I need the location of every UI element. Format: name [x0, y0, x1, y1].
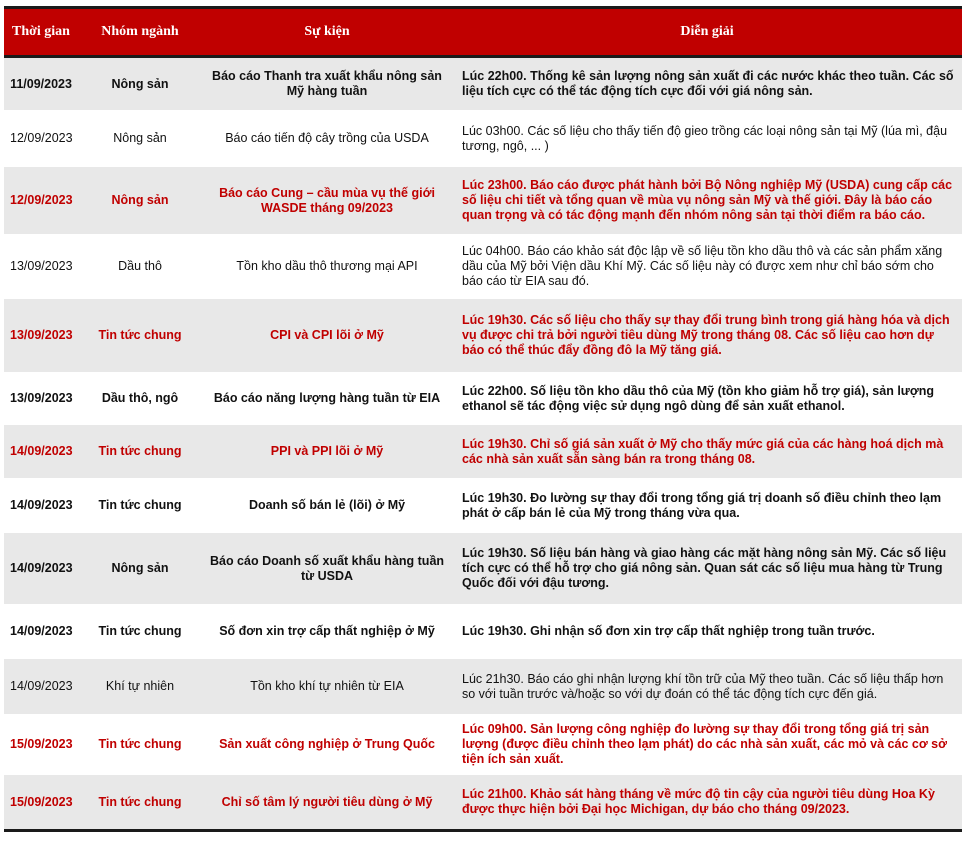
- cell-description: Lúc 19h30. Chỉ số giá sản xuất ở Mỹ cho thấy mức giá của các hàng hoá dịch mà các nhà sản xuất sẵn sàng bán ra trong tháng 08.: [452, 425, 962, 479]
- cell-date: 15/09/2023: [4, 715, 78, 775]
- cell-event: Báo cáo Cung – cầu mùa vụ thế giới WASDE tháng 09/2023: [202, 167, 452, 235]
- cell-description: Lúc 19h30. Ghi nhận số đơn xin trợ cấp thất nghiệp trong tuần trước.: [452, 605, 962, 659]
- table-row: [4, 533, 962, 605]
- cell-event: Báo cáo tiến độ cây trồng của USDA: [202, 111, 452, 167]
- cell-description: Lúc 04h00. Báo cáo khảo sát độc lập về số liệu tồn kho dầu thô và các sản phẩm xăng dầu của Mỹ bởi Viện dầu Khí Mỹ. Các số liệu này có được xem như chỉ báo sớm cho báo cáo từ EIA sau đó.: [452, 235, 962, 299]
- event-table: [4, 6, 962, 832]
- table-row: [4, 775, 962, 831]
- cell-event: Doanh số bán lẻ (lõi) ở Mỹ: [202, 479, 452, 533]
- cell-event: PPI và PPI lõi ở Mỹ: [202, 425, 452, 479]
- table-row: [4, 235, 962, 299]
- cell-group: Nông sản: [78, 111, 202, 167]
- header-description: Diễn giải: [452, 8, 962, 57]
- table-row: [4, 57, 962, 111]
- cell-group: Khí tự nhiên: [78, 659, 202, 715]
- header-event: Sự kiện: [202, 8, 452, 57]
- cell-group: Nông sản: [78, 57, 202, 111]
- header-group: Nhóm ngành: [78, 8, 202, 57]
- cell-description: Lúc 22h00. Thống kê sản lượng nông sản xuất đi các nước khác theo tuần. Các số liệu tích cực có thể tác động tích cực đối với giá nông sản.: [452, 57, 962, 111]
- cell-date: 11/09/2023: [4, 57, 78, 111]
- cell-group: Tin tức chung: [78, 715, 202, 775]
- cell-group: Tin tức chung: [78, 299, 202, 373]
- cell-group: Tin tức chung: [78, 479, 202, 533]
- cell-date: 13/09/2023: [4, 235, 78, 299]
- cell-description: Lúc 22h00. Số liệu tồn kho dầu thô của Mỹ (tồn kho giảm hỗ trợ giá), sản lượng ethanol sẽ tác động việc sử dụng ngô dùng để sản xuất ethanol.: [452, 373, 962, 425]
- cell-description: Lúc 21h30. Báo cáo ghi nhận lượng khí tồn trữ của Mỹ theo tuần. Các số liệu thấp hơn so với tuần trước và/hoặc so với dự đoán có thể tác động tích cực đến giá.: [452, 659, 962, 715]
- cell-group: Tin tức chung: [78, 775, 202, 831]
- table-row: [4, 373, 962, 425]
- table-row: [4, 299, 962, 373]
- cell-group: Nông sản: [78, 167, 202, 235]
- table-row: [4, 659, 962, 715]
- cell-description: Lúc 09h00. Sản lượng công nghiệp đo lường sự thay đổi trong tổng giá trị sản lượng (được điều chỉnh theo lạm phát) do các nhà sản xuất, các mỏ và các cơ sở tiện ích sản xuất.: [452, 715, 962, 775]
- cell-event: Tồn kho khí tự nhiên từ EIA: [202, 659, 452, 715]
- cell-description: Lúc 23h00. Báo cáo được phát hành bởi Bộ Nông nghiệp Mỹ (USDA) cung cấp các số liệu chi tiết và tổng quan về mùa vụ nông sản Mỹ và thế giới. Đây là báo cáo quan trọng và có tác động mạnh đến nhóm nông sản tại thời điểm ra báo cáo.: [452, 167, 962, 235]
- header-time: Thời gian: [4, 8, 78, 57]
- table-row: [4, 479, 962, 533]
- table-row: [4, 111, 962, 167]
- cell-event: Báo cáo năng lượng hàng tuần từ EIA: [202, 373, 452, 425]
- cell-date: 14/09/2023: [4, 533, 78, 605]
- cell-date: 13/09/2023: [4, 373, 78, 425]
- cell-date: 15/09/2023: [4, 775, 78, 831]
- cell-event: CPI và CPI lõi ở Mỹ: [202, 299, 452, 373]
- cell-date: 12/09/2023: [4, 167, 78, 235]
- cell-date: 14/09/2023: [4, 605, 78, 659]
- table-row: [4, 167, 962, 235]
- cell-date: 13/09/2023: [4, 299, 78, 373]
- table-header-row: [4, 8, 962, 57]
- cell-date: 12/09/2023: [4, 111, 78, 167]
- cell-group: Tin tức chung: [78, 605, 202, 659]
- cell-date: 14/09/2023: [4, 479, 78, 533]
- cell-event: Số đơn xin trợ cấp thất nghiệp ở Mỹ: [202, 605, 452, 659]
- cell-event: Báo cáo Thanh tra xuất khẩu nông sản Mỹ hàng tuần: [202, 57, 452, 111]
- cell-event: Báo cáo Doanh số xuất khẩu hàng tuần từ USDA: [202, 533, 452, 605]
- event-calendar: [4, 6, 962, 832]
- cell-group: Dầu thô: [78, 235, 202, 299]
- cell-date: 14/09/2023: [4, 425, 78, 479]
- cell-description: Lúc 21h00. Khảo sát hàng tháng về mức độ tin cậy của người tiêu dùng Hoa Kỳ được thực hiện bởi Đại học Michigan, dự báo cho tháng 09/2023.: [452, 775, 962, 831]
- cell-date: 14/09/2023: [4, 659, 78, 715]
- table-row: [4, 715, 962, 775]
- cell-description: Lúc 03h00. Các số liệu cho thấy tiến độ gieo trồng các loại nông sản tại Mỹ (lúa mì, đậu tương, ngô, ... ): [452, 111, 962, 167]
- cell-description: Lúc 19h30. Các số liệu cho thấy sự thay đổi trung bình trong giá hàng hóa và dịch vụ được chi trả bởi người tiêu dùng Mỹ trong tháng 08. Các số liệu cao hơn dự báo có thể thúc đẩy đồng đô la Mỹ tăng giá.: [452, 299, 962, 373]
- cell-event: Sản xuất công nghiệp ở Trung Quốc: [202, 715, 452, 775]
- table-row: [4, 425, 962, 479]
- cell-group: Tin tức chung: [78, 425, 202, 479]
- cell-group: Dầu thô, ngô: [78, 373, 202, 425]
- cell-group: Nông sản: [78, 533, 202, 605]
- table-body: [4, 57, 962, 831]
- table-row: [4, 605, 962, 659]
- cell-event: Chỉ số tâm lý người tiêu dùng ở Mỹ: [202, 775, 452, 831]
- cell-event: Tồn kho dầu thô thương mại API: [202, 235, 452, 299]
- cell-description: Lúc 19h30. Số liệu bán hàng và giao hàng các mặt hàng nông sản Mỹ. Các số liệu tích cực có thể hỗ trợ cho giá nông sản. Quan sát các số liệu mua hàng từ Trung Quốc đối với đậu tương.: [452, 533, 962, 605]
- cell-description: Lúc 19h30. Đo lường sự thay đổi trong tổng giá trị doanh số điều chỉnh theo lạm phát ở cấp bán lẻ của Mỹ trong tháng vừa qua.: [452, 479, 962, 533]
